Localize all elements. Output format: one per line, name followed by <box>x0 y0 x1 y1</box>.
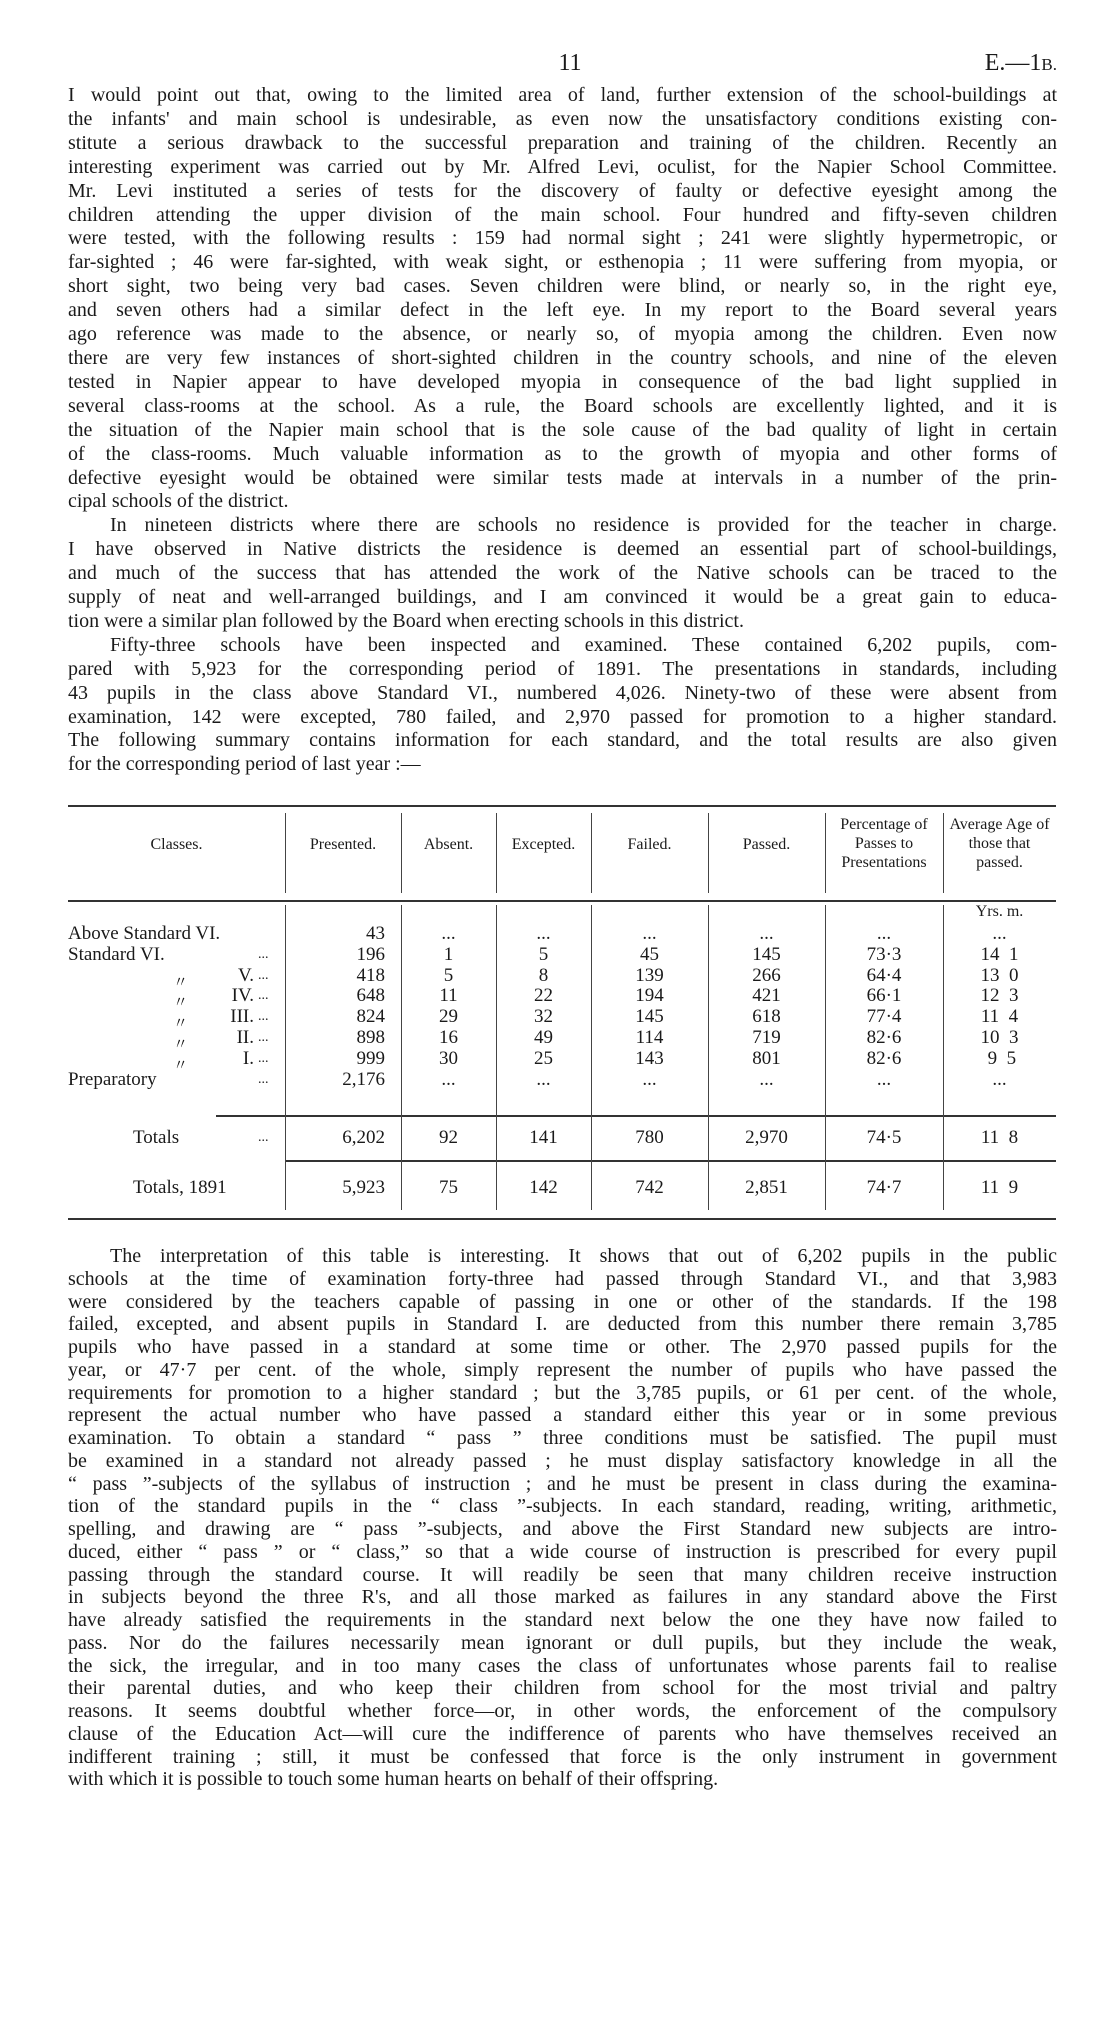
page-number: 11 <box>558 50 582 76</box>
table-cell: 266 <box>752 964 781 986</box>
class-label: IV. <box>231 985 254 1007</box>
table-row <box>68 1006 1056 1033</box>
text-line: indifferent training ; still, it must be confessed that force is the only instrument in government <box>68 1745 1057 1768</box>
table-cell: 141 <box>529 1127 558 1148</box>
table-rule <box>68 900 1056 902</box>
class-label: Above Standard VI. <box>68 923 221 944</box>
table-cell: ... <box>759 1068 774 1090</box>
table-cell: 77·4 <box>866 1006 902 1028</box>
table-cell: ... <box>992 923 1007 944</box>
table-cell: 49 <box>534 1027 553 1048</box>
table-row <box>68 1069 1056 1091</box>
table-cell: ... <box>441 1068 456 1090</box>
table-cell: 898 <box>356 1027 385 1048</box>
text-line: the situation of the Napier main school that is the sole cause of the bad quality of light in certain <box>68 418 1057 441</box>
column-header: Failed. <box>627 836 672 853</box>
text-line: tion were a similar plan followed by the Board when erecting schools in this district. <box>68 609 744 632</box>
table-cell: 780 <box>635 1127 664 1148</box>
dot-leader: ... <box>258 946 269 962</box>
table-cell: 142 <box>529 1177 558 1198</box>
table-cell: 29 <box>439 1006 458 1028</box>
table-cell: 25 <box>534 1047 553 1069</box>
table-cell: 648 <box>356 985 385 1007</box>
text-line: for the corresponding period of last year :— <box>68 753 421 776</box>
table-row <box>68 1047 1056 1074</box>
text-line: requirements for promotion to a higher standard ; but the 3,785 pupils, or 61 per cent. of the whole, <box>68 1381 1057 1404</box>
table-cell: 143 <box>635 1047 664 1069</box>
class-label: II. <box>236 1027 254 1048</box>
table-rule <box>68 1218 1056 1220</box>
text-line: their parental duties, and who keep their children from school for the most trivial and paltry <box>68 1677 1057 1700</box>
table-cell: 13 0 <box>980 964 1019 986</box>
table-cell: 139 <box>635 964 664 986</box>
text-line: there are very few instances of short-sighted children in the country schools, and nine of the eleven <box>68 346 1057 369</box>
table-cell: 196 <box>356 943 385 965</box>
table-cell: 11 <box>439 985 458 1007</box>
table-cell: 618 <box>752 1006 781 1028</box>
column-header: Percentage of Passes to Presentations <box>840 816 928 871</box>
table-cell: 145 <box>635 1006 664 1028</box>
dot-leader: ... <box>258 1130 269 1145</box>
table-row <box>68 964 1056 991</box>
table-cell: 30 <box>439 1047 458 1069</box>
table-cell: 14 1 <box>980 943 1019 965</box>
text-line: In nineteen districts where there are schools no residence is provided for the teacher in charge. <box>110 514 1057 537</box>
table-row <box>68 1127 1056 1149</box>
class-label: V. <box>237 964 254 986</box>
text-line: passing through the standard course. It will readily be seen that many children receive instruction <box>68 1563 1057 1586</box>
text-line: far-sighted ; 46 were far-sighted, with weak sight, or esthenopia ; 11 were suffering from myopia, or <box>68 251 1057 274</box>
column-divider <box>496 813 497 893</box>
text-line: have already satisfied the requirements in the standard next below the one they have now failed to <box>68 1609 1057 1631</box>
ditto-mark: 〃 <box>173 1057 189 1074</box>
text-line: reasons. It seems doubtful whether force—or, in other words, the enforcement of the compulsory <box>68 1700 1057 1722</box>
table-cell: 92 <box>439 1127 458 1148</box>
text-line: schools at the time of examination forty-three had passed through Standard VI., and that 3,983 <box>68 1267 1057 1290</box>
table-cell: 421 <box>752 985 781 1007</box>
age-units: Yrs. m. <box>975 903 1024 920</box>
table-cell: 114 <box>635 1027 664 1048</box>
ditto-mark: 〃 <box>173 995 189 1012</box>
table-cell: 5,923 <box>342 1177 385 1198</box>
table-cell: ... <box>759 923 774 944</box>
table-cell: 12 3 <box>980 985 1019 1007</box>
text-line: short sight, two being very bad cases. Seven children were blind, or nearly so, in the right eye, <box>68 275 1057 298</box>
table-cell: ... <box>642 923 657 944</box>
table-cell: 32 <box>534 1006 553 1028</box>
text-line: spelling, and drawing are “ pass ”-subjects, and above the First Standard new subjects are intro- <box>68 1518 1057 1540</box>
table-cell: 10 3 <box>980 1027 1019 1048</box>
column-divider <box>825 813 826 893</box>
dot-leader: ... <box>258 988 269 1004</box>
text-line: stitute a serious drawback to the successful preparation and training of the children. Recently an <box>68 131 1057 154</box>
text-line: Fifty-three schools have been inspected and examined. These contained 6,202 pupils, com- <box>110 633 1057 656</box>
text-line: pupils who have passed in a standard at some time or other. The 2,970 passed pupils for the <box>68 1336 1057 1358</box>
text-line: pared with 5,923 for the corresponding period of 1891. The presentations in standards, including <box>68 657 1057 680</box>
table-cell: 418 <box>356 964 385 986</box>
table-row <box>68 985 1056 1012</box>
table-cell: ... <box>441 923 456 944</box>
table-cell: 2,176 <box>342 1068 385 1090</box>
text-line: represent the actual number who have passed a standard either this year or in some previous <box>68 1404 1057 1427</box>
table-row <box>68 1177 1056 1199</box>
column-divider <box>943 813 944 893</box>
table-cell: 742 <box>635 1177 664 1198</box>
column-divider <box>285 813 286 893</box>
table-cell: 999 <box>356 1047 385 1069</box>
text-line: failed, excepted, and absent pupils in Standard I. are deducted from this number there remain 3,785 <box>68 1313 1057 1336</box>
table-cell: 8 <box>538 964 549 986</box>
column-header: Absent. <box>423 836 474 853</box>
table-cell: 194 <box>635 985 664 1007</box>
ditto-mark: 〃 <box>173 1016 189 1033</box>
text-line: with which it is possible to touch some human hearts on behalf of their offspring. <box>68 1768 719 1791</box>
column-divider <box>591 813 592 893</box>
text-line: pass. Nor do the failures necessarily mean ignorant or dull pupils, but they include the weak, <box>68 1631 1057 1654</box>
dot-leader: ... <box>258 1050 269 1066</box>
table-row <box>68 923 1056 945</box>
text-line: were considered by the teachers capable of passing in one or other of the standards. If the 198 <box>68 1290 1057 1313</box>
table-cell: 824 <box>356 1006 385 1028</box>
results-table <box>68 805 1056 1220</box>
table-cell: 6,202 <box>342 1127 385 1148</box>
text-line: I have observed in Native districts the residence is deemed an essential part of school-buildings, <box>68 538 1057 561</box>
column-header: Presented. <box>309 836 377 853</box>
text-line: examination. To obtain a standard “ pass ” three conditions must be satisfied. The pupil must <box>68 1427 1057 1449</box>
text-line: Mr. Levi instituted a series of tests for the discovery of faulty or defective eyesight among the <box>68 179 1057 202</box>
table-cell: 45 <box>640 943 659 965</box>
table-cell: 73·3 <box>866 943 902 965</box>
intro-text <box>68 84 1057 777</box>
table-cell: ... <box>876 923 892 944</box>
text-line: cipal schools of the district. <box>68 490 289 513</box>
table-cell: 66·1 <box>866 985 902 1007</box>
class-label: Preparatory <box>68 1068 157 1090</box>
text-line: tion of the standard pupils in the “ class ”-subjects. In each standard, reading, writing, arithmetic, <box>68 1495 1057 1518</box>
text-line: in subjects beyond the three R's, and all those marked as failures in any standard above the First <box>68 1586 1057 1609</box>
text-line: I would point out that, owing to the limited area of land, further extension of the school-buildings at <box>68 84 1057 106</box>
table-cell: 75 <box>439 1177 458 1198</box>
text-line: the infants' and main school is undesirable, as even now the unsatisfactory conditions existing con- <box>68 107 1057 130</box>
text-line: be examined in a standard not already passed ; he must display satisfactory knowledge in all the <box>68 1449 1057 1472</box>
table-cell: 22 <box>534 985 553 1007</box>
text-line: interesting experiment was carried out by Mr. Alfred Levi, oculist, for the Napier School Committee. <box>68 155 1057 178</box>
table-cell: 9 5 <box>982 1047 1017 1069</box>
table-cell: 74·7 <box>866 1177 902 1198</box>
text-line: were tested, with the following results : 159 had normal sight ; 241 were slightly hypermetropic, or <box>68 227 1057 250</box>
column-header: Average Age of those that passed. <box>949 816 1050 871</box>
table-cell: 11 4 <box>980 1006 1019 1028</box>
table-cell: ... <box>536 1068 551 1090</box>
table-cell: 43 <box>366 923 385 944</box>
text-line: The interpretation of this table is interesting. It shows that out of 6,202 pupils in the public <box>110 1245 1057 1267</box>
text-line: 43 pupils in the class above Standard VI., numbered 4,026. Ninety-two of these were absent from <box>68 681 1057 704</box>
table-rule <box>68 805 1056 807</box>
text-line: year, or 47·7 per cent. of the whole, simply represent the number of pupils who have passed the <box>68 1358 1057 1381</box>
class-label: Totals, 1891 <box>133 1177 227 1198</box>
closing-text <box>68 1245 1057 1791</box>
table-cell: 16 <box>439 1027 458 1048</box>
class-label: I. <box>242 1047 254 1069</box>
text-line: examination, 142 were excepted, 780 failed, and 2,970 passed for promotion to a higher standard. <box>68 705 1057 728</box>
table-cell: 719 <box>752 1027 781 1048</box>
table-cell: 2,851 <box>745 1177 788 1198</box>
table-cell: ... <box>536 923 551 944</box>
document-reference <box>985 50 1057 77</box>
table-rule <box>216 1115 1056 1117</box>
text-line: of the class-rooms. Much valuable information as to the growth of myopia and other forms of <box>68 442 1057 465</box>
text-line: The following summary contains information for each standard, and the total results are also given <box>68 729 1057 752</box>
table-cell: 1 <box>443 943 454 965</box>
reference-main: E.—1 <box>984 50 1042 76</box>
class-label: III. <box>230 1006 254 1028</box>
dot-leader: ... <box>258 967 269 983</box>
table-cell: 5 <box>443 964 454 986</box>
table-cell: 11 9 <box>980 1177 1019 1198</box>
text-line: and much of the success that has attended the work of the Native schools can be traced to the <box>68 562 1057 585</box>
column-header: Excepted. <box>511 836 576 853</box>
text-line: ago reference was made to the absence, or nearly so, of myopia among the children. Even now <box>68 323 1057 346</box>
dot-leader: ... <box>258 1071 269 1087</box>
text-line: clause of the Education Act—will cure the indifference of parents who have themselves received an <box>68 1722 1057 1745</box>
table-cell: 2,970 <box>745 1127 788 1148</box>
class-label: Standard VI. <box>68 943 165 965</box>
table-cell: 145 <box>752 943 781 965</box>
text-line: duced, either “ pass ” or “ class,” so that a wide course of instruction is prescribed for every pupil <box>68 1540 1057 1563</box>
text-line: defective eyesight would be obtained were similar tests made at intervals in a number of the prin- <box>68 466 1057 489</box>
column-header: Classes. <box>150 836 203 853</box>
dot-leader: ... <box>258 1009 269 1025</box>
column-header: Passed. <box>742 836 791 853</box>
text-line: several class-rooms at the school. As a rule, the Board schools are excellently lighted, and it is <box>68 394 1057 417</box>
column-divider <box>708 813 709 893</box>
column-divider <box>401 813 402 893</box>
table-cell: ... <box>876 1068 892 1090</box>
dot-leader: ... <box>258 1030 269 1045</box>
table-cell: 82·6 <box>866 1027 902 1048</box>
table-cell: 801 <box>752 1047 781 1069</box>
table-cell: 82·6 <box>866 1047 902 1069</box>
table-cell: ... <box>992 1068 1007 1090</box>
text-line: tested in Napier appear to have developed myopia in consequence of the bad light supplied in <box>68 370 1057 393</box>
reference-suffix: B. <box>1041 55 1057 74</box>
ditto-mark: 〃 <box>173 1037 189 1053</box>
ditto-mark: 〃 <box>173 974 189 991</box>
table-cell: 74·5 <box>866 1127 902 1148</box>
text-line: and seven others had a similar defect in the left eye. In my report to the Board several years <box>68 299 1057 322</box>
text-line: the sick, the irregular, and in too many cases the class of unfortunates whose parents fail to realise <box>68 1654 1057 1677</box>
text-line: “ pass ”-subjects of the syllabus of instruction ; and he must be present in class during the examina- <box>68 1472 1057 1495</box>
table-cell: 5 <box>538 943 549 965</box>
text-line: supply of neat and well-arranged buildings, and I am convinced it would be a great gain to educa- <box>68 586 1057 609</box>
table-cell: 11 8 <box>980 1127 1019 1148</box>
text-line: children attending the upper division of the main school. Four hundred and fifty-seven children <box>68 203 1057 226</box>
table-row <box>68 1027 1056 1053</box>
class-label: Totals <box>133 1127 180 1148</box>
table-cell: 64·4 <box>866 964 902 986</box>
table-row <box>68 944 1056 966</box>
table-cell: ... <box>642 1068 657 1090</box>
